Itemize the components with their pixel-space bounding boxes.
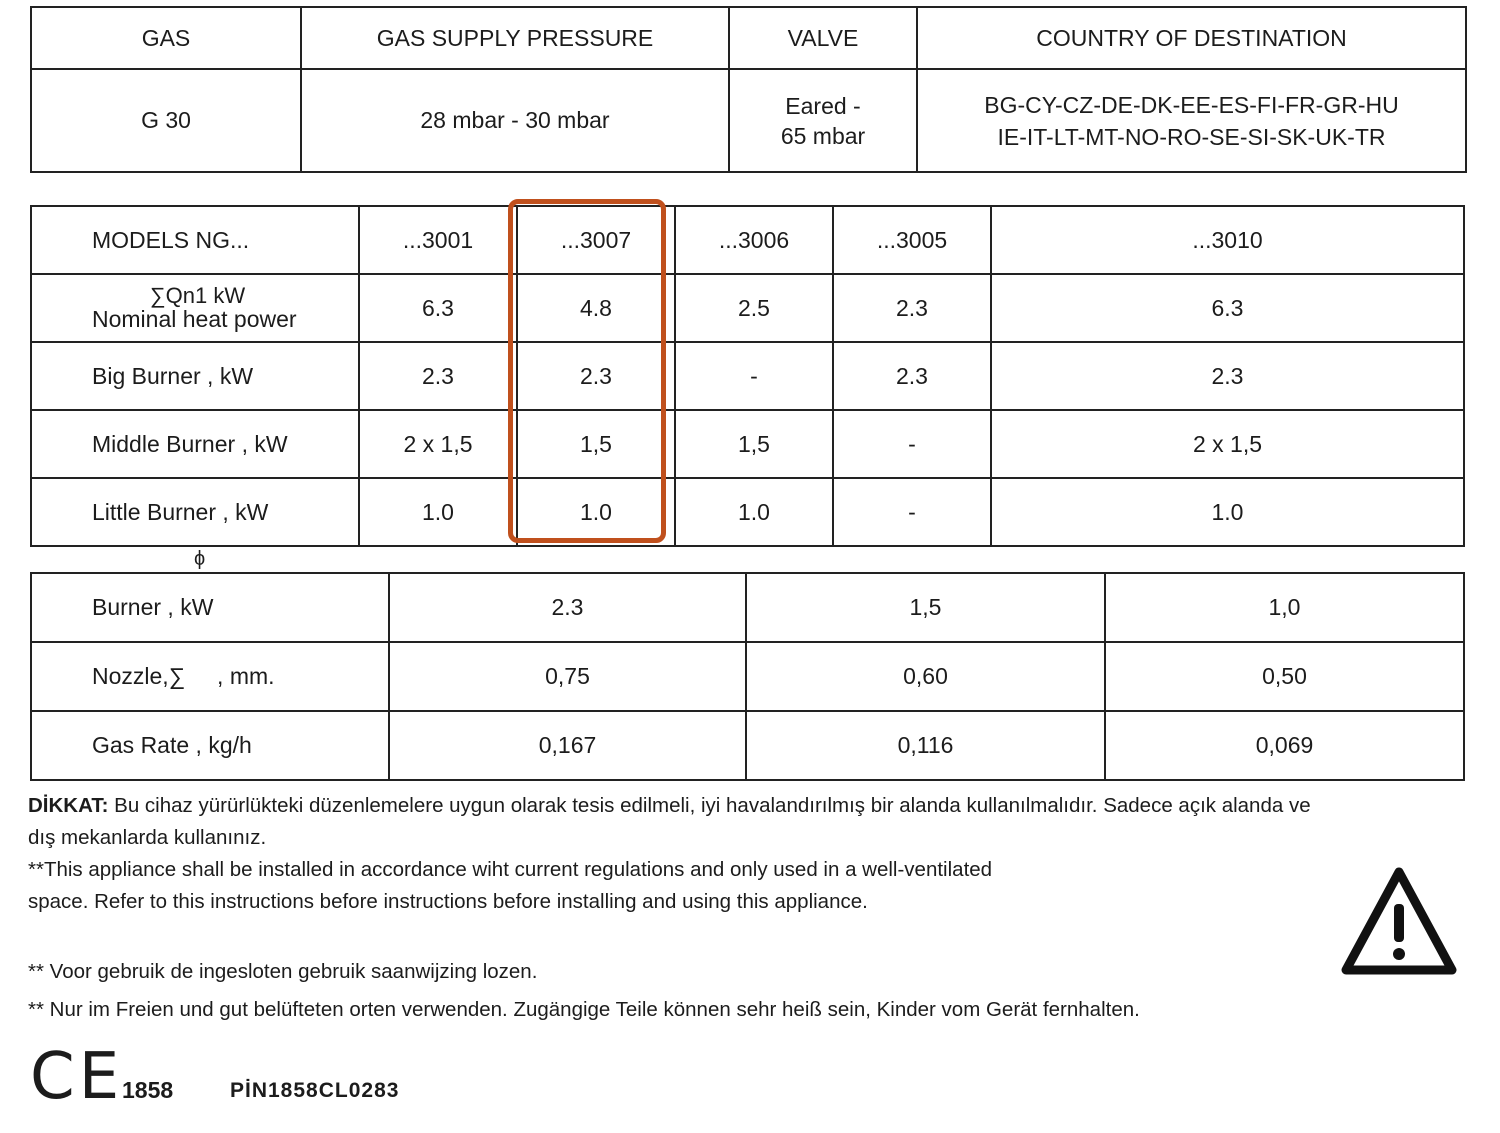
table-cell: 1,0 xyxy=(1105,573,1464,642)
models-table xyxy=(30,205,1465,547)
table-cell: 1,5 xyxy=(517,410,675,478)
table-cell: 1,5 xyxy=(675,410,833,478)
table-cell: 0,60 xyxy=(746,642,1105,711)
dutch-note: ** Voor gebruik de ingesloten gebruik saanwijzing lozen. xyxy=(28,960,538,983)
table-cell: 0,069 xyxy=(1105,711,1464,780)
english-line-1: **This appliance shall be installed in accordance wiht current regulations and only used in a well-ventilated xyxy=(28,858,993,881)
table-cell: 1.0 xyxy=(359,478,517,546)
table-cell: 2 x 1,5 xyxy=(359,410,517,478)
burner-nozzle-table xyxy=(30,572,1465,781)
valve-value xyxy=(729,69,917,172)
model-3007-highlight-box xyxy=(508,199,666,543)
pin-number: PİN1858CL0283 xyxy=(230,1079,400,1102)
header-gas-supply-pressure: GAS SUPPLY PRESSURE xyxy=(301,7,729,69)
valve-line-2: 65 mbar xyxy=(780,122,866,149)
gas-rate-label: Gas Rate , kg/h xyxy=(31,711,389,780)
table-cell: 0,167 xyxy=(389,711,746,780)
table-cell: 0,50 xyxy=(1105,642,1464,711)
gas-value: G 30 xyxy=(31,69,301,172)
table-cell: - xyxy=(833,478,991,546)
model-3007: ...3007 xyxy=(517,206,675,274)
big-burner-label: Big Burner , kW xyxy=(31,342,359,410)
table-cell: 2.3 xyxy=(991,342,1464,410)
table-cell: 1.0 xyxy=(991,478,1464,546)
header-valve: VALVE xyxy=(729,7,917,69)
burner-label: Burner , kW xyxy=(31,573,389,642)
nominal-heat-power-label xyxy=(31,274,359,342)
pressure-value: 28 mbar - 30 mbar xyxy=(301,69,729,172)
table-cell: 1.0 xyxy=(675,478,833,546)
nozzle-label: Nozzle,∑ , mm. xyxy=(31,642,389,711)
countries-value xyxy=(917,69,1466,172)
model-3010: ...3010 xyxy=(991,206,1464,274)
countries-line-1: BG-CY-CZ-DE-DK-EE-ES-FI-FR-GR-HU xyxy=(984,91,1399,118)
table-cell: 0,75 xyxy=(389,642,746,711)
table-cell: 2.3 xyxy=(833,274,991,342)
table-cell: 2.5 xyxy=(675,274,833,342)
table-cell: 0,116 xyxy=(746,711,1105,780)
table-cell: - xyxy=(833,410,991,478)
table-cell: 2.3 xyxy=(833,342,991,410)
gas-supply-table xyxy=(30,6,1467,173)
safety-notes xyxy=(28,790,1468,1026)
nominal-heat-power-text: Nominal heat power xyxy=(92,306,297,332)
table-cell: 2.3 xyxy=(389,573,746,642)
middle-burner-label: Middle Burner , kW xyxy=(31,410,359,478)
table-cell: 1,5 xyxy=(746,573,1105,642)
dikkat-note xyxy=(28,790,1468,822)
warning-triangle-icon xyxy=(1340,866,1458,978)
german-note: ** Nur im Freien und gut belüfteten orten verwenden. Zugängige Teile können sehr heiß sein, Kinder vom Gerät fernhalten. xyxy=(28,998,1140,1021)
table-cell: 4.8 xyxy=(517,274,675,342)
power-symbol: ∑Qn1 kW xyxy=(150,283,246,308)
countries-line-2: IE-IT-LT-MT-NO-RO-SE-SI-SK-UK-TR xyxy=(997,123,1386,150)
dikkat-line-1: Bu cihaz yürürlükteki düzenlemelere uygun olarak tesis edilmeli, iyi havalandırılmış bir alanda kullanılmalıdır. Sadece açık alanda ve xyxy=(108,794,1311,817)
model-3006: ...3006 xyxy=(675,206,833,274)
table-cell: 2 x 1,5 xyxy=(991,410,1464,478)
table-cell: 2.3 xyxy=(517,342,675,410)
ce-mark: CE xyxy=(30,1040,124,1114)
dikkat-line-2: dış mekanlarda kullanınız. xyxy=(28,826,267,849)
english-line-2: space. Refer to this instructions before instructions before installing and using this appliance. xyxy=(28,890,868,913)
phi-symbol: ϕ xyxy=(194,548,206,570)
table-cell: 6.3 xyxy=(991,274,1464,342)
ce-number: 1858 xyxy=(122,1077,174,1103)
valve-line-1: Eared - xyxy=(785,92,861,119)
table-cell: 2.3 xyxy=(359,342,517,410)
dikkat-label: DİKKAT: xyxy=(28,794,109,817)
little-burner-label: Little Burner , kW xyxy=(31,478,359,546)
table-cell: - xyxy=(675,342,833,410)
model-3001: ...3001 xyxy=(359,206,517,274)
header-country: COUNTRY OF DESTINATION xyxy=(917,7,1466,69)
table-cell: 6.3 xyxy=(359,274,517,342)
models-header-label: MODELS NG... xyxy=(31,206,359,274)
model-3005: ...3005 xyxy=(833,206,991,274)
table-cell: 1.0 xyxy=(517,478,675,546)
header-gas: GAS xyxy=(31,7,301,69)
